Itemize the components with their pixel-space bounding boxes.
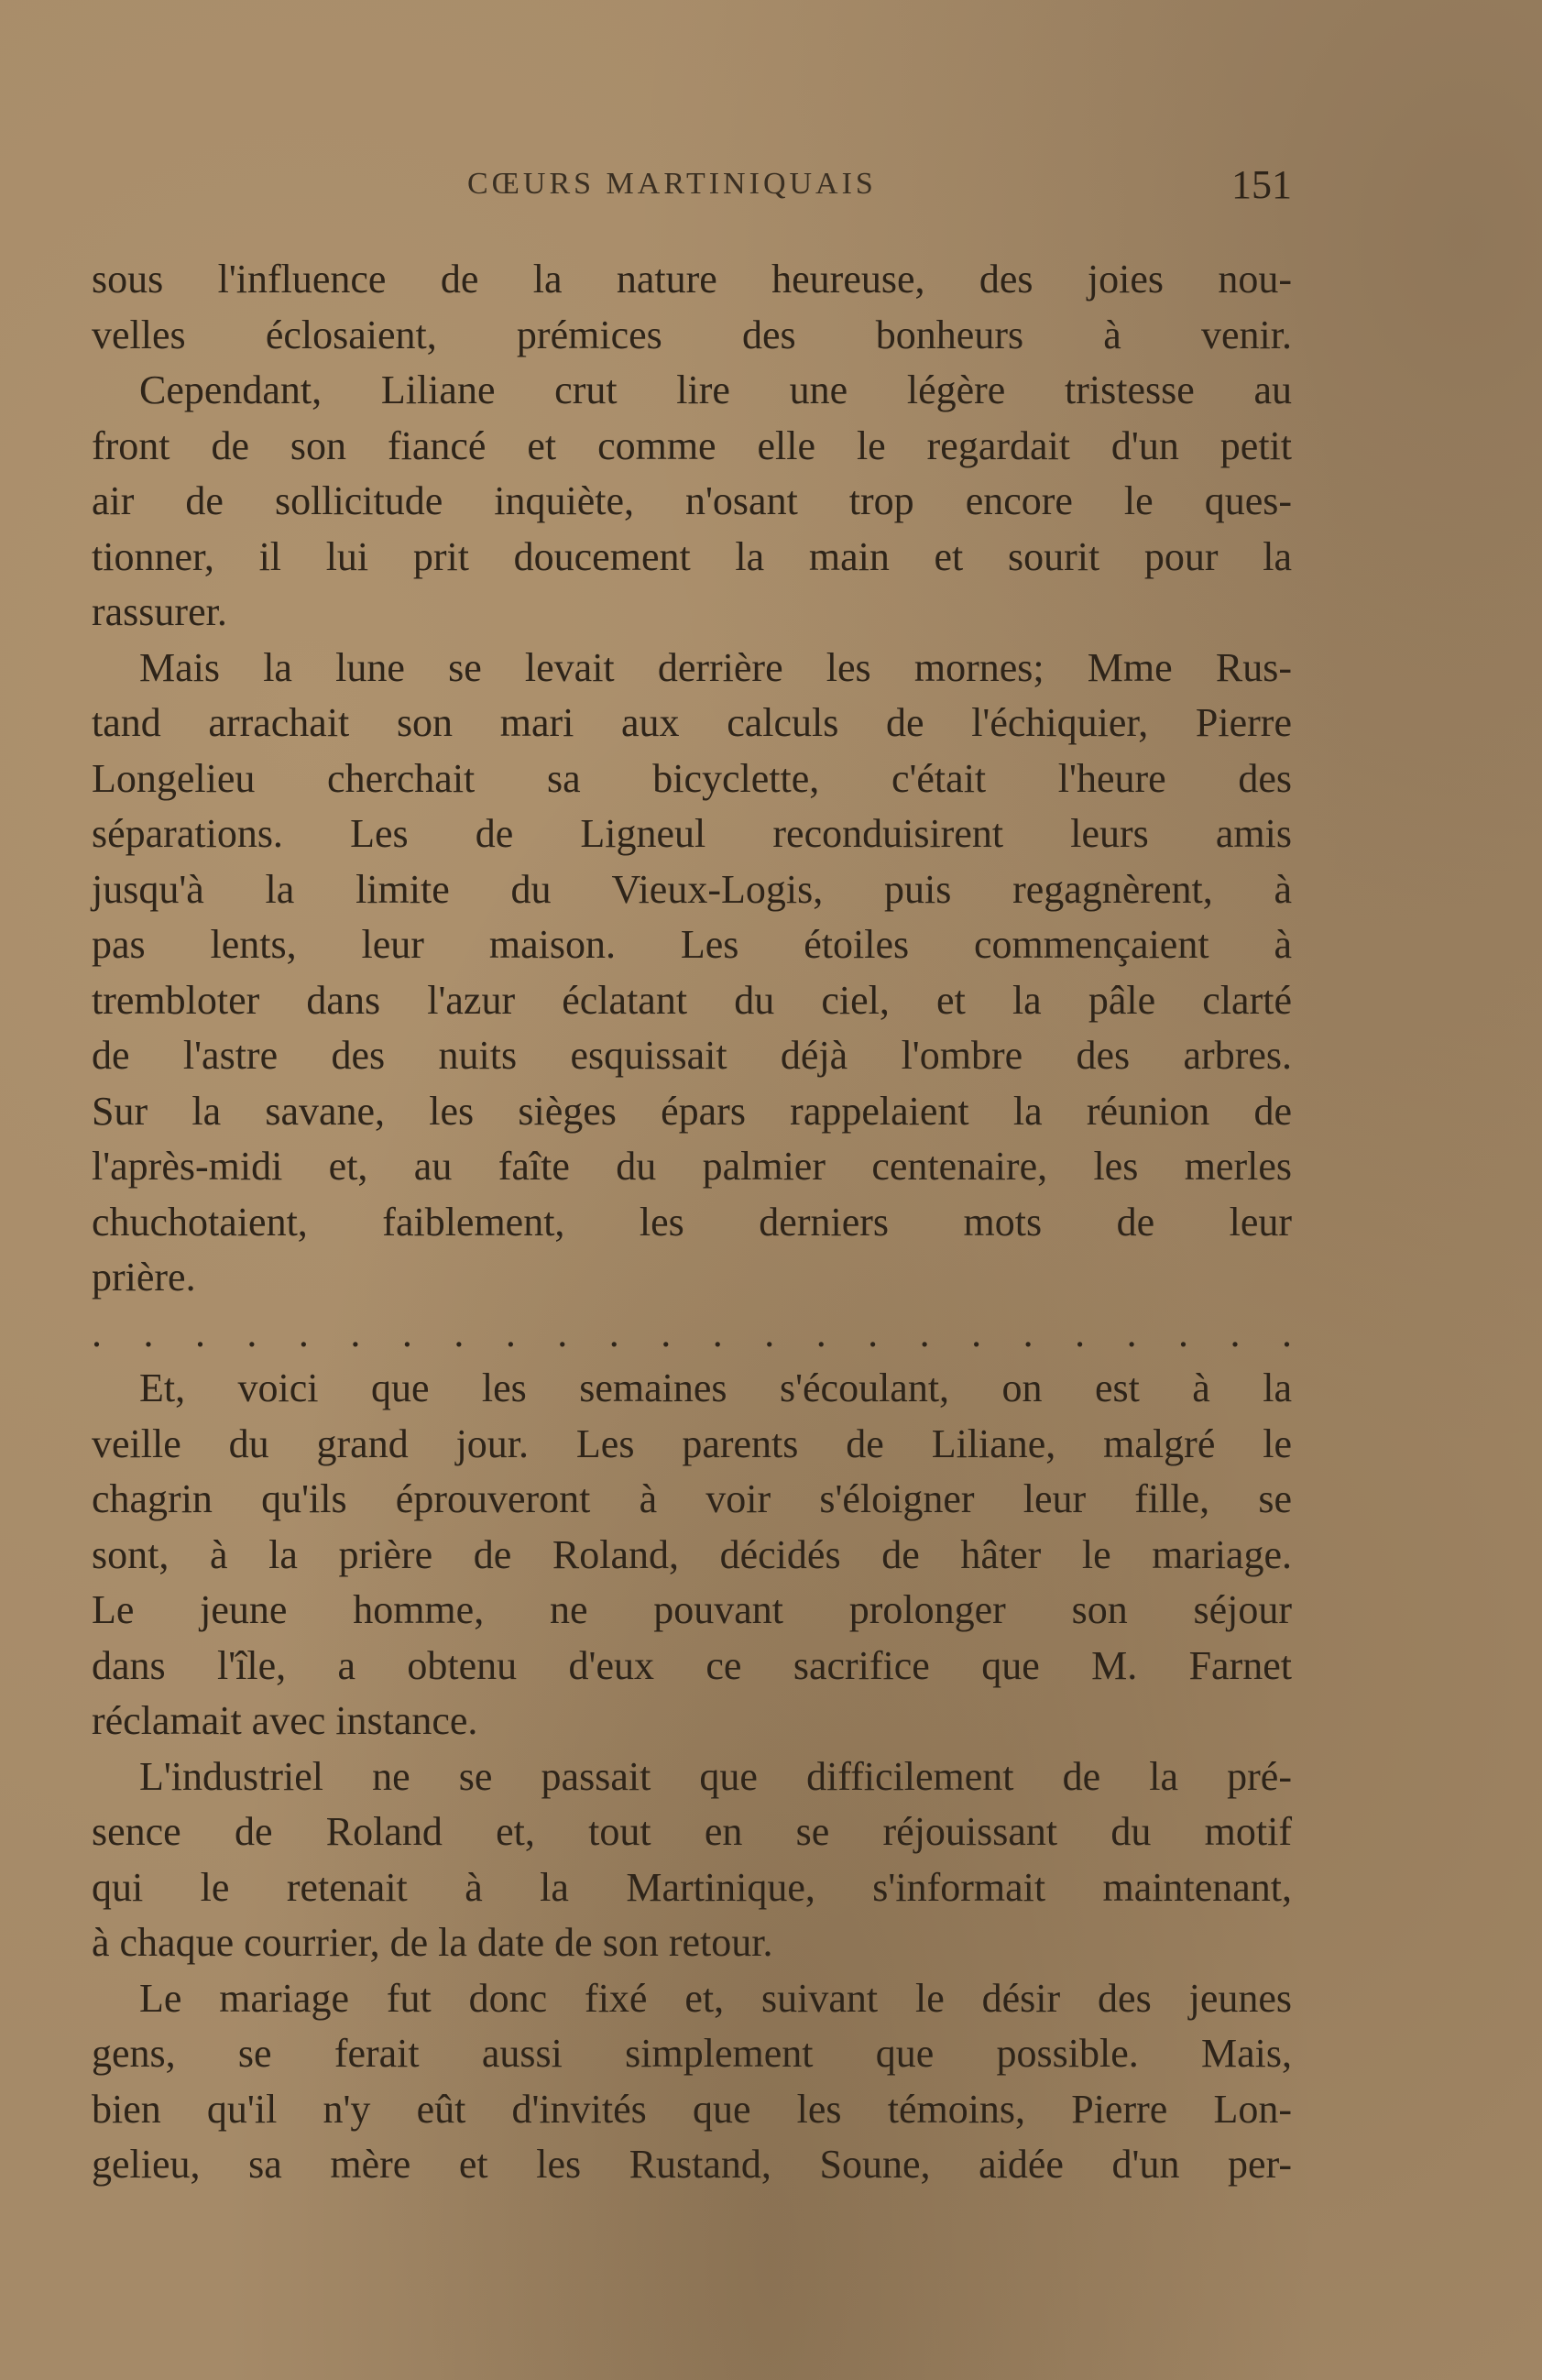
text-line: chuchotaient, faiblement, les derniers mots de leur <box>92 1199 1292 1245</box>
running-head <box>92 162 1292 213</box>
text-line: pas lents, leur maison. Les étoiles commençaient à <box>92 922 1292 967</box>
running-title: CŒURS MARTINIQUAIS <box>467 167 877 201</box>
text-line: Longelieu cherchait sa bicyclette, c'était l'heure des <box>92 755 1292 801</box>
book-page <box>92 0 1292 2380</box>
text-line: veille du grand jour. Les parents de Liliane, malgré le <box>92 1420 1292 1466</box>
text-line: chagrin qu'ils éprouveront à voir s'éloigner leur fille, se <box>92 1476 1292 1521</box>
section-break-dots: . . . . . . . . . . . . . . . . . . . . . . . . <box>92 1310 1292 1355</box>
text-line: trembloter dans l'azur éclatant du ciel, et la pâle clarté <box>92 977 1292 1023</box>
text-line: l'après-midi et, au faîte du palmier centenaire, les merles <box>92 1144 1292 1189</box>
text-line: à chaque courrier, de la date de son retour. <box>92 1920 773 1965</box>
text-line: front de son fiancé et comme elle le regardait d'un petit <box>92 422 1292 468</box>
text-line: Le jeune homme, ne pouvant prolonger son séjour <box>92 1587 1292 1632</box>
text-line: jusqu'à la limite du Vieux-Logis, puis regagnèrent, à <box>92 866 1292 912</box>
text-line: Le mariage fut donc fixé et, suivant le désir des jeunes <box>139 1975 1292 2021</box>
text-line: sont, à la prière de Roland, décidés de hâter le mariage. <box>92 1531 1292 1577</box>
text-line: Mais la lune se levait derrière les mornes; Mme Rus- <box>139 644 1292 690</box>
page-number: 151 <box>1231 162 1292 207</box>
text-line: dans l'île, a obtenu d'eux ce sacrifice que M. Farnet <box>92 1642 1292 1688</box>
text-line: velles éclosaient, prémices des bonheurs à venir. <box>92 312 1292 357</box>
text-line: air de sollicitude inquiète, n'osant trop encore le ques- <box>92 478 1292 523</box>
text-line: séparations. Les de Ligneul reconduisirent leurs amis <box>92 811 1292 856</box>
text-line: Et, voici que les semaines s'écoulant, on est à la <box>139 1365 1292 1410</box>
text-line: qui le retenait à la Martinique, s'informait maintenant, <box>92 1864 1292 1910</box>
text-line: tand arrachait son mari aux calculs de l'échiquier, Pierre <box>92 700 1292 745</box>
text-line: L'industriel ne se passait que difficilement de la pré- <box>139 1753 1292 1799</box>
text-line: rassurer. <box>92 589 227 634</box>
text-line: prière. <box>92 1255 196 1300</box>
text-line: Sur la savane, les sièges épars rappelaient la réunion de <box>92 1088 1292 1134</box>
text-line: de l'astre des nuits esquissait déjà l'ombre des arbres. <box>92 1033 1292 1078</box>
text-line: sence de Roland et, tout en se réjouissant du motif <box>92 1809 1292 1854</box>
body-text <box>92 252 1292 2193</box>
text-line: Cependant, Liliane crut lire une légère tristesse au <box>139 367 1292 412</box>
text-line: gens, se ferait aussi simplement que possible. Mais, <box>92 2031 1292 2076</box>
text-line: bien qu'il n'y eût d'invités que les témoins, Pierre Lon- <box>92 2086 1292 2132</box>
text-line: gelieu, sa mère et les Rustand, Soune, aidée d'un per- <box>92 2142 1292 2187</box>
text-line: sous l'influence de la nature heureuse, des joies nou- <box>92 257 1292 302</box>
text-line: réclamait avec instance. <box>92 1698 478 1743</box>
text-line: tionner, il lui prit doucement la main et sourit pour la <box>92 533 1292 579</box>
